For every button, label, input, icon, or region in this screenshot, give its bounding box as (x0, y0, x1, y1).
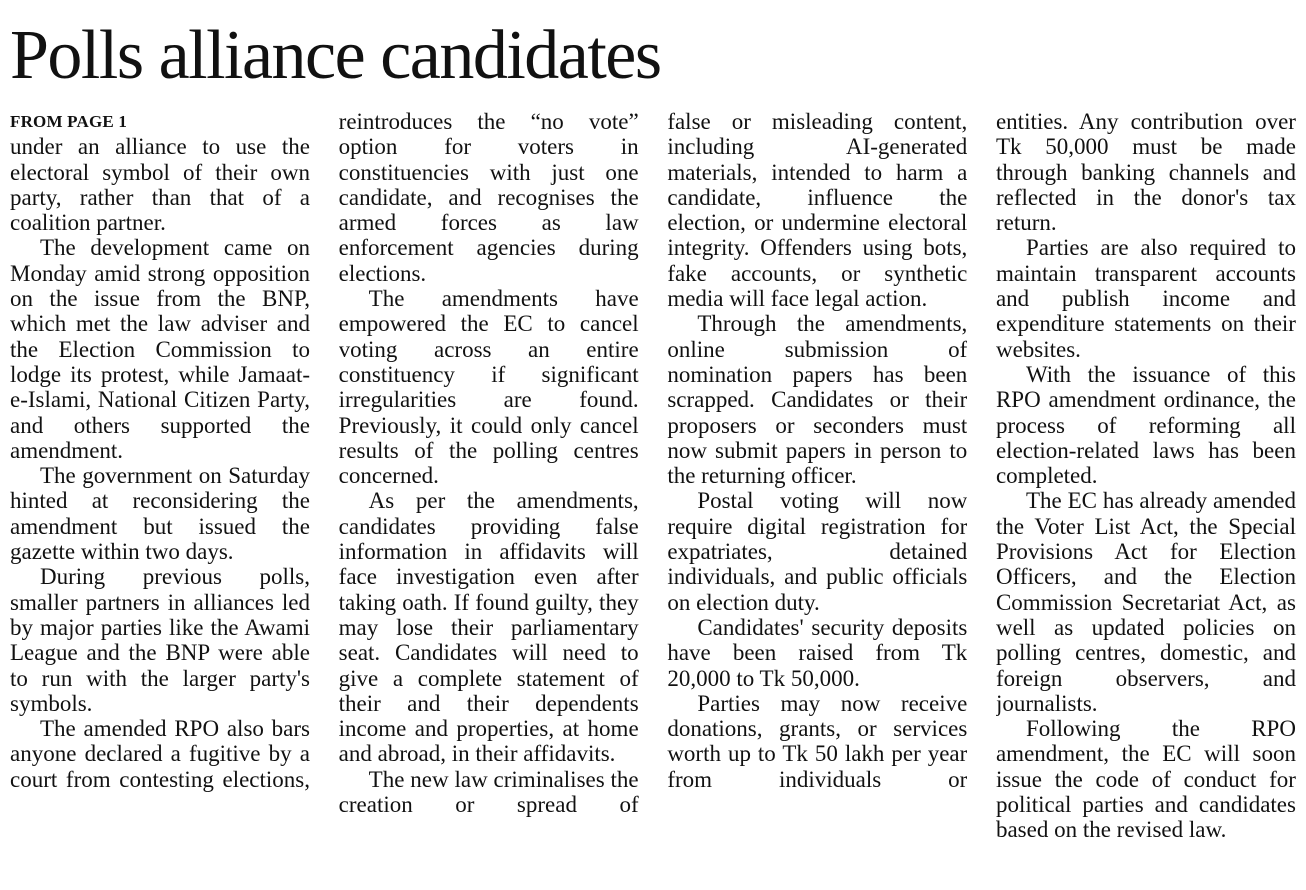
article-column-4 (996, 109, 1296, 879)
article-paragraph: Parties may now receive donations, grants, or services worth up to Tk 50 lakh per year from individuals or (667, 690, 968, 792)
article-column-3 (667, 109, 967, 879)
article-paragraph: under an alliance to use the electoral symbol of their own party, rather than that of a coalition partner. (10, 134, 310, 236)
article-paragraph: The EC has already amended the Voter List Act, the Special Provisions Act for Election Officers, and the Election Commission Secretariat Act, as well as updated policies on polling centres, domestic, and foreign observers, and journalists. (995, 488, 1296, 716)
article-paragraph: With the issuance of this RPO amendment ordinance, the process of reforming all election-related laws has been completed. (995, 361, 1296, 489)
article-column-1 (10, 109, 310, 879)
article-paragraph: The development came on Monday amid strong opposition on the issue from the BNP, which met the law adviser and the Election Commission to lodge its protest, while Jamaat-e-Islami, National Citizen Party, and others supported the amendment. (10, 235, 310, 463)
article-paragraph: As per the amendments, candidates providing false information in affidavits will face investigation even after taking oath. If found guilty, they may lose their parliamentary seat. Candidates will need to give a complete statement of their and their dependents income and properties, at home and abroad, in their affidavits. (338, 488, 639, 767)
headline: Polls alliance candidates (10, 17, 661, 94)
article-paragraph: The new law criminalises the creation or spread of (338, 766, 639, 818)
article-paragraph: Candidates' security deposits have been raised from Tk 20,000 to Tk 50,000. (667, 614, 968, 691)
article-paragraph: The amendments have empowered the EC to cancel voting across an entire constituency if significant irregularities are found. Previously, it could only cancel results of the polling centres concerned. (338, 286, 639, 489)
article-paragraph: false or misleading content, including AI-generated materials, intended to harm a candidate, influence the election, or undermine electoral integrity. Offenders using bots, fake accounts, or synthetic media will face legal action. (667, 109, 968, 312)
article-paragraph: The amended RPO also bars anyone declared a fugitive by a court from contesting elections, (10, 716, 310, 792)
article-paragraph: entities. Any contribution over Tk 50,000 must be made through banking channels and reflected in the donor's tax return. (995, 109, 1296, 236)
article-column-2 (339, 109, 639, 879)
article-paragraph: reintroduces the “no vote” option for voters in constituencies with just one candidate, and recognises the armed forces as law enforcement agencies during elections. (338, 109, 639, 286)
article-paragraph: The government on Saturday hinted at reconsidering the amendment but issued the gazette within two days. (10, 463, 310, 565)
article-paragraph: Through the amendments, online submission of nomination papers has been scrapped. Candidates or their proposers or seconders must now submit papers in person to the returning officer. (667, 311, 968, 489)
article-paragraph: Following the RPO amendment, the EC will soon issue the code of conduct for political parties and candidates based on the revised law. (995, 716, 1296, 843)
article-paragraph: Postal voting will now require digital registration for expatriates, detained individuals, and public officials on election duty. (667, 488, 968, 615)
article-body (10, 109, 1296, 879)
dateline: FROM PAGE 1 (10, 112, 128, 131)
article-paragraph: During previous polls, smaller partners in alliances led by major parties like the Awami League and the BNP were able to run with the larger party's symbols. (10, 564, 310, 716)
article-paragraph: Parties are also required to maintain transparent accounts and publish income and expenditure statements on their websites. (995, 235, 1296, 362)
